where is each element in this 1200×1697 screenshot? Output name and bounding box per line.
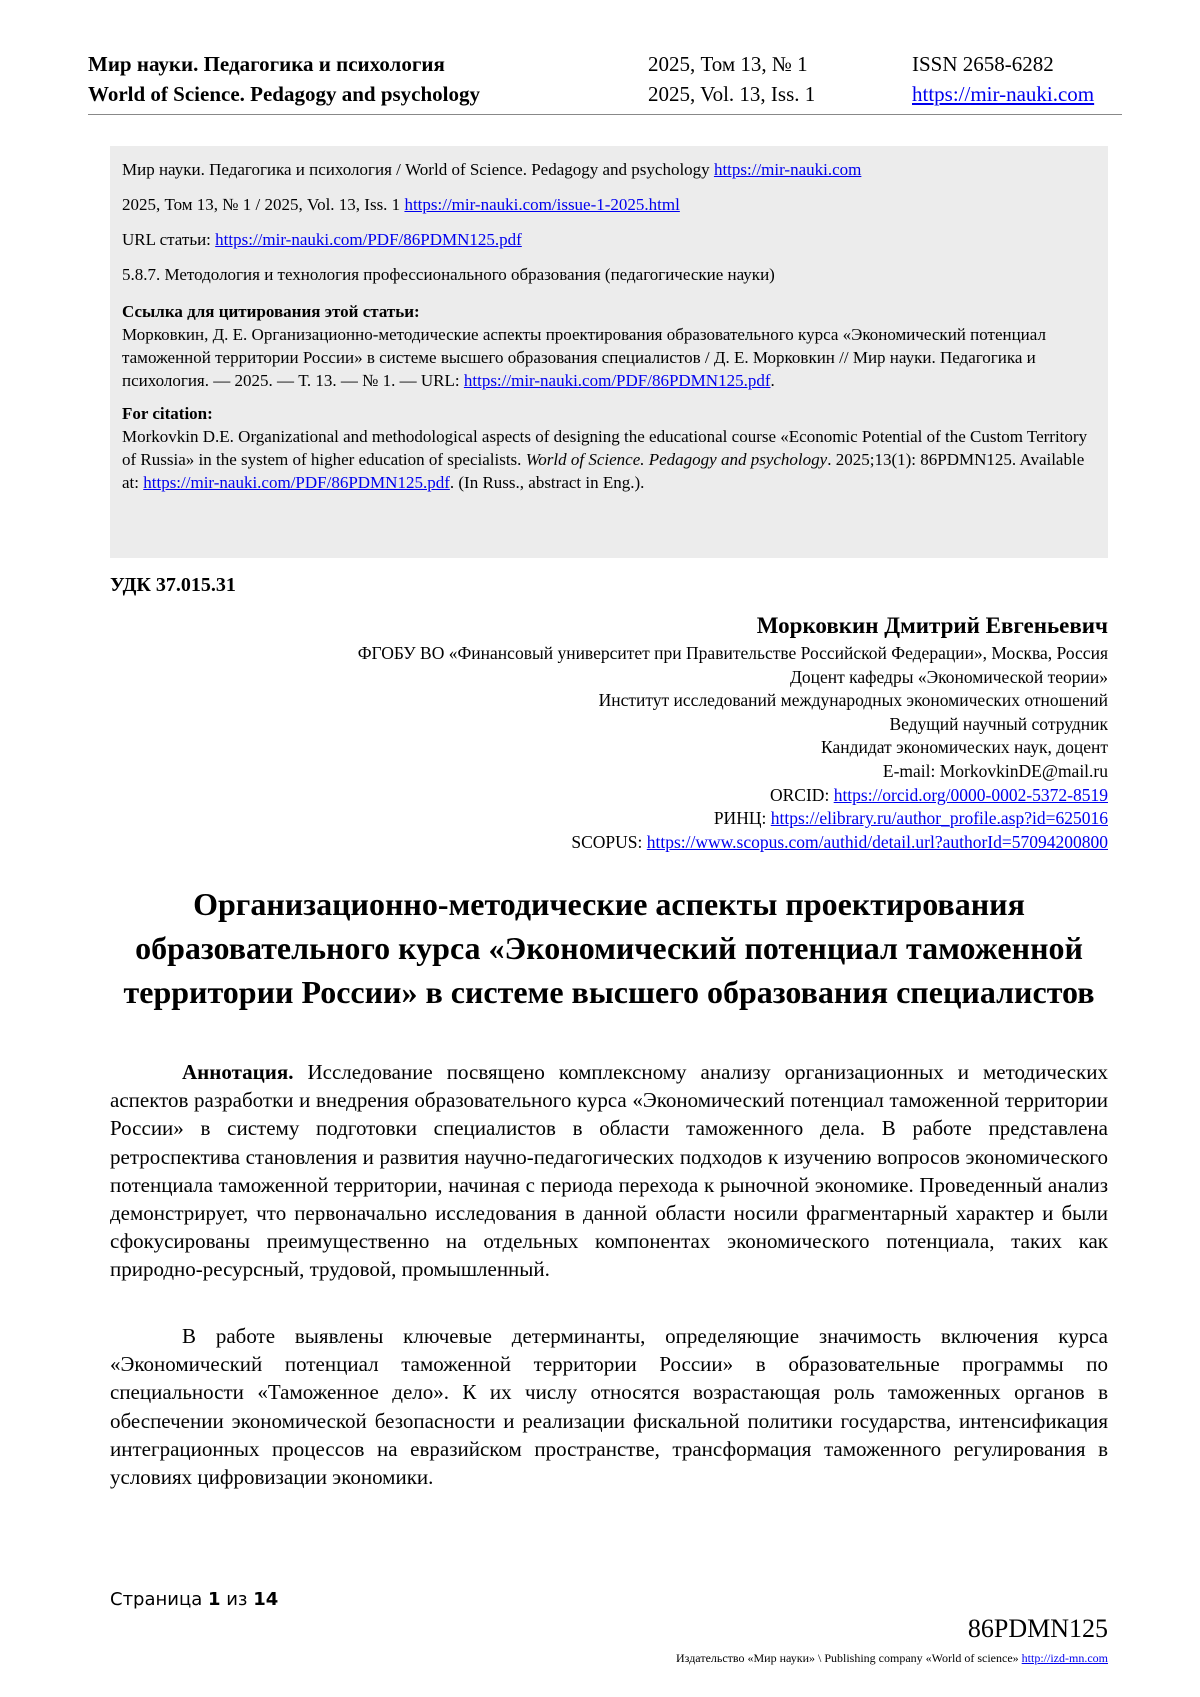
article-title: Организационно-методические аспекты проектирования образовательного курса «Экономический потенциал таможенной территории России» в системе высшего образования специалистов xyxy=(123,886,1095,1010)
publisher-line: Издательство «Мир науки» \ Publishing company «World of science» http://izd-mn.com xyxy=(676,1651,1108,1665)
header-divider xyxy=(88,114,1122,115)
issn: ISSN 2658-6282 xyxy=(912,52,1054,76)
orcid-link[interactable]: https://orcid.org/0000-0002-5372-8519 xyxy=(833,784,1108,805)
article-info-box xyxy=(110,146,1108,558)
rinc-link[interactable]: https://elibrary.ru/author_profile.asp?id=625016 xyxy=(770,808,1108,829)
author-email: E-mail: MorkovkinDE@mail.ru xyxy=(882,760,1108,781)
scopus-link[interactable]: https://www.scopus.com/authid/detail.url?authorId=57094200800 xyxy=(646,831,1108,852)
citation-en-text: Morkovkin D.E. Organizational and methodological aspects of designing the educational course «Economic Potential of the Custom Territory of Russia» in the system of higher education of specialists. World of Science. Pedagogy and psychology. 2025;13(1): 86PDMN125. Available at: https://mir-nauki.com/PDF/86PDMN125.pdf. (In Russ., abstract in Eng.). xyxy=(122,427,1088,492)
article-pdf-link[interactable]: https://mir-nauki.com/PDF/86PDMN125.pdf xyxy=(215,230,522,249)
page-number: Страница 1 из 14 xyxy=(110,1589,279,1610)
author-orcid: ORCID: https://orcid.org/0000-0002-5372-8519 xyxy=(770,784,1108,805)
publisher-link[interactable]: http://izd-mn.com xyxy=(1021,1651,1108,1665)
info-url-line: URL статьи: https://mir-nauki.com/PDF/86PDMN125.pdf xyxy=(122,230,522,249)
author-rinc: РИНЦ: https://elibrary.ru/author_profile.asp?id=625016 xyxy=(713,808,1108,829)
citation-en-heading: For citation: xyxy=(122,404,213,423)
author-position: Доцент кафедры «Экономической теории» xyxy=(789,666,1108,687)
citation-en xyxy=(122,402,1096,494)
article-code: 86PDMN125 xyxy=(967,1614,1108,1643)
author-scopus: SCOPUS: https://www.scopus.com/authid/detail.url?authorId=57094200800 xyxy=(571,831,1108,852)
journal-title-en: World of Science. Pedagogy and psychology xyxy=(88,82,481,106)
info-speciality-line: 5.8.7. Методология и технология профессионального образования (педагогические науки) xyxy=(122,265,775,284)
journal-title-ru: Мир науки. Педагогика и психология xyxy=(88,52,445,76)
abstract-label: Аннотация. xyxy=(182,1060,294,1084)
abstract-paragraph-2: В работе выявлены ключевые детерминанты, определяющие значимость включения курса «Экономический потенциал таможенной территории России» в образовательные программы по специальности «Таможенное дело». К их числу относятся возрастающая роль таможенных органов в обеспечении экономической безопасности и реализации фискальной политики государства, интенсификация интеграционных процессов на евразийском пространстве, трансформация таможенного регулирования в условиях цифровизации экономики. xyxy=(110,1324,1108,1490)
udk-code: УДК 37.015.31 xyxy=(110,574,236,596)
journal-site-link[interactable]: https://mir-nauki.com xyxy=(912,82,1095,106)
issue-ru: 2025, Том 13, № 1 xyxy=(648,52,808,76)
citation-ru-heading: Ссылка для цитирования этой статьи: xyxy=(122,302,420,321)
info-issue-line: 2025, Том 13, № 1 / 2025, Vol. 13, Iss. 1 https://mir-nauki.com/issue-1-2025.html xyxy=(122,195,680,214)
info-journal-line: Мир науки. Педагогика и психология / World of Science. Pedagogy and psychology https://mir-nauki.com xyxy=(122,160,862,179)
citation-ru xyxy=(122,300,1096,392)
author-degree: Кандидат экономических наук, доцент xyxy=(821,737,1108,758)
author-position-2: Ведущий научный сотрудник xyxy=(889,713,1108,734)
citation-ru-link[interactable]: https://mir-nauki.com/PDF/86PDMN125.pdf xyxy=(463,371,771,390)
issue-link[interactable]: https://mir-nauki.com/issue-1-2025.html xyxy=(404,195,680,214)
author-affiliation: ФГОБУ ВО «Финансовый университет при Правительстве Российской Федерации», Москва, Россия xyxy=(357,643,1108,663)
abstract-paragraph-1: Аннотация. Исследование посвящено комплексному анализу организационных и методических аспектов разработки и внедрения образовательного курса «Экономический потенциал таможенной территории России» в систему подготовки специалистов в области таможенного дела. В работе представлена ретроспектива становления и развития научно-педагогических подходов к изучению вопросов экономического потенциала таможенной территории, начиная с периода перехода к рыночной экономике. Проведенный анализ демонстрирует, что первоначально исследования в данной области носили фрагментарный характер и были сфокусированы преимущественно на отдельных компонентах экономического потенциала, таких как природно-ресурсный, трудовой, промышленный. xyxy=(110,1060,1108,1282)
journal-link[interactable]: https://mir-nauki.com xyxy=(713,160,862,179)
author-block xyxy=(358,610,1108,854)
author-institute: Институт исследований международных экономических отношений xyxy=(598,690,1108,711)
issue-en: 2025, Vol. 13, Iss. 1 xyxy=(648,82,816,106)
citation-ru-text: Морковкин, Д. Е. Организационно-методические аспекты проектирования образовательного курса «Экономический потенциал таможенной территории России» в системе высшего образования специалистов / Д. Е. Морковкин // Мир науки. Педагогика и психология. — 2025. — Т. 13. — № 1. — URL: https://mir-nauki.com/PDF/86PDMN125.pdf. xyxy=(122,325,1046,390)
author-name: Морковкин Дмитрий Евгеньевич xyxy=(756,613,1108,638)
citation-en-link[interactable]: https://mir-nauki.com/PDF/86PDMN125.pdf xyxy=(143,473,450,492)
